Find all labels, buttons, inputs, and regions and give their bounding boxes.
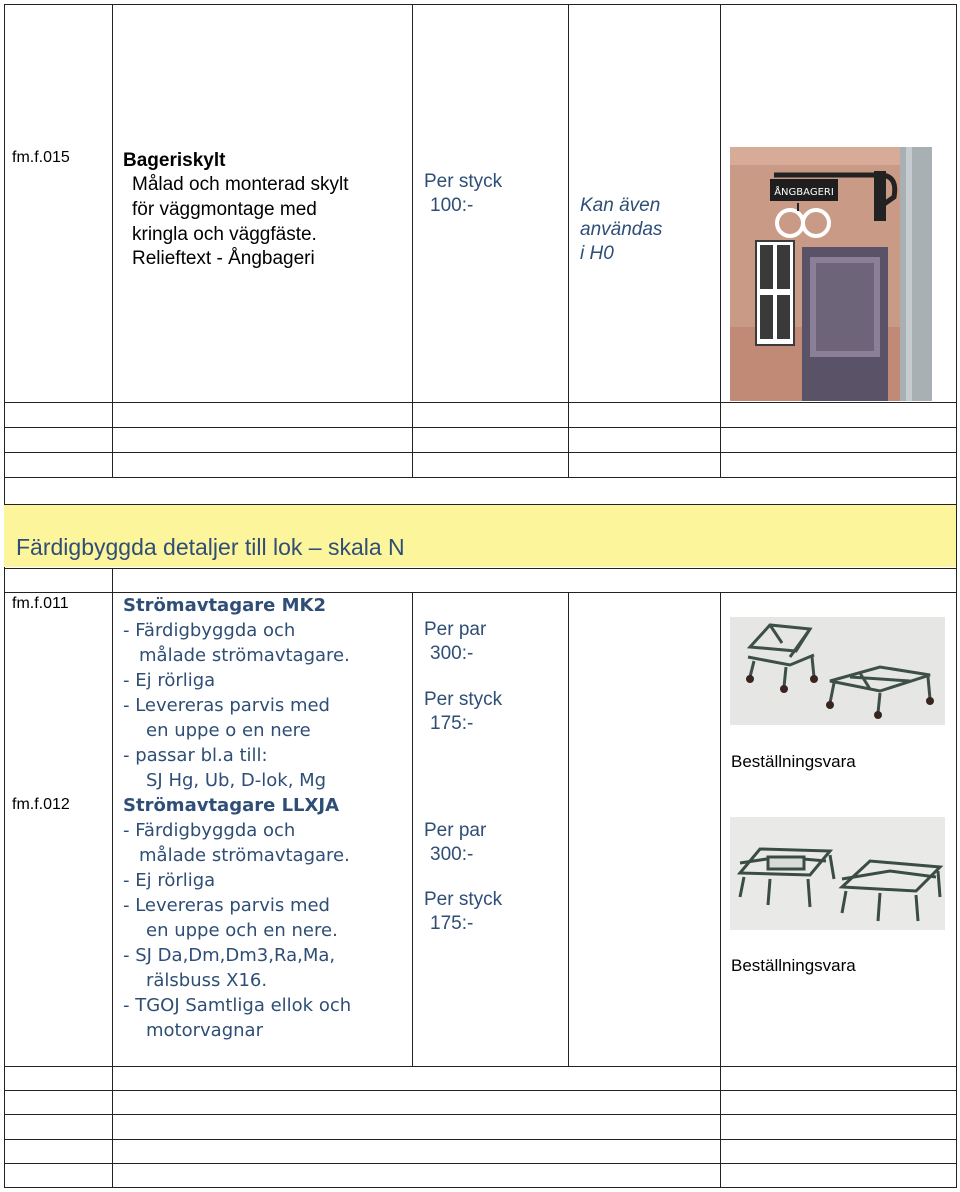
product-desc-line: målade strömavtagare.	[139, 845, 350, 866]
product-desc-line: rälsbuss X16.	[146, 970, 268, 991]
note-line: användas	[580, 219, 663, 240]
product-title: Strömavtagare LLXJA	[123, 795, 340, 816]
availability-label: Beställningsvara	[731, 752, 856, 771]
product-code: fm.f.011	[12, 595, 69, 612]
product-desc-line: - Färdigbyggda och	[123, 620, 296, 641]
pantograph-llxja-image	[730, 817, 945, 930]
pantograph-mk2-photo	[730, 617, 945, 725]
price-single-value: 175:-	[430, 713, 474, 734]
bakery-sign-image	[730, 147, 932, 401]
note-line: i H0	[580, 243, 614, 264]
product-desc-line: kringla och väggfäste.	[132, 224, 317, 245]
product-desc-line: - Färdigbyggda och	[123, 820, 296, 841]
price-pair-label: Per par	[424, 619, 487, 640]
price-single-value: 175:-	[430, 913, 474, 934]
section-title: Färdigbyggda detaljer till lok – skala N	[16, 534, 405, 560]
price-single-label: Per styck	[424, 689, 503, 710]
product-desc-line: - Levereras parvis med	[123, 895, 330, 916]
price-pair-label: Per par	[424, 820, 487, 841]
product-desc-line: målade strömavtagare.	[139, 645, 350, 666]
price-single-label: Per styck	[424, 889, 503, 910]
product-desc-line: Relieftext - Ångbageri	[132, 248, 315, 269]
product-desc-line: - passar bl.a till:	[123, 745, 268, 766]
product-desc-line: SJ Hg, Ub, D-lok, Mg	[146, 770, 327, 791]
availability-label: Beställningsvara	[731, 956, 856, 975]
product-desc-line: - SJ Da,Dm,Dm3,Ra,Ma,	[123, 945, 336, 966]
product-desc-line: - Levereras parvis med	[123, 695, 330, 716]
product-code: fm.f.015	[12, 149, 70, 166]
product-desc-line: för väggmontage med	[132, 199, 317, 220]
sign-lettering: ÅNGBAGERI	[774, 187, 834, 198]
product-desc-line: en uppe och en nere.	[146, 920, 338, 941]
price-label: Per styck	[424, 171, 503, 192]
bakery-sign-photo	[730, 147, 932, 401]
product-title: Strömavtagare MK2	[123, 595, 326, 616]
price-pair-value: 300:-	[430, 643, 474, 664]
pantograph-mk2-image	[730, 617, 945, 725]
product-desc-line: en uppe o en nere	[146, 720, 311, 741]
note-line: Kan även	[580, 195, 661, 216]
product-desc-line: - TGOJ Samtliga ellok och	[123, 995, 352, 1016]
price-pair-value: 300:-	[430, 844, 474, 865]
product-title: Bageriskylt	[123, 150, 226, 171]
price-value: 100:-	[430, 195, 474, 216]
product-desc-line: - Ej rörliga	[123, 870, 216, 891]
pantograph-llxja-photo	[730, 817, 945, 930]
product-desc-line: Målad och monterad skylt	[132, 174, 349, 195]
product-desc-line: motorvagnar	[146, 1020, 263, 1041]
product-desc-line: - Ej rörliga	[123, 670, 216, 691]
product-code: fm.f.012	[12, 796, 70, 813]
